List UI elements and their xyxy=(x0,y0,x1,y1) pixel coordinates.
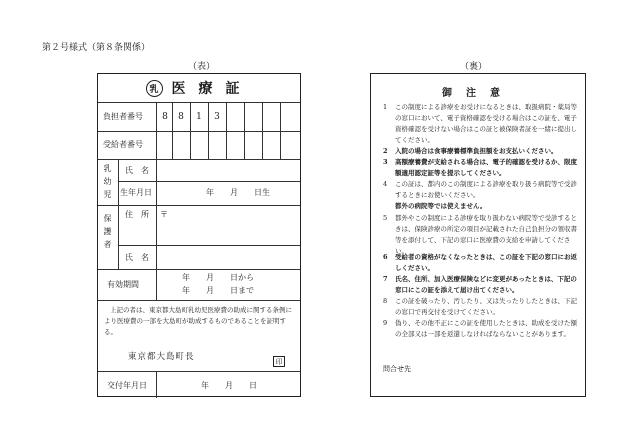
digit-divider xyxy=(262,103,263,131)
digit-divider xyxy=(280,103,281,131)
digit-divider xyxy=(280,131,281,159)
digit-divider xyxy=(190,131,191,159)
infant-seal-icon: 乳 xyxy=(146,80,163,97)
certification-notice: 上記の者は、東京都大島町乳幼児医療費の助成に関する条例により医療費の一部を大島町が助成するものであることを証明する。 xyxy=(104,306,292,336)
divider xyxy=(156,371,157,398)
validity-to: 年 月 日まで xyxy=(182,286,254,295)
certificate-title-row xyxy=(98,74,300,103)
item-text: 偽り、その他不正にこの証を使用したときは、助成を受けた額の全部又は一部を返還しなければならないことがあります。 xyxy=(395,319,577,338)
form-number: 第２号様式（第８条関係） xyxy=(42,43,151,53)
item-number: 1 xyxy=(383,103,388,111)
recipient-number-label: 受給者番号 xyxy=(103,140,143,149)
notice-item xyxy=(383,201,583,212)
notice-item xyxy=(383,102,583,146)
notice-title: 御注意 xyxy=(442,88,514,99)
postal-mark: 〒 xyxy=(160,210,168,219)
digit-divider xyxy=(244,131,245,159)
front-side-label: （表） xyxy=(188,62,216,72)
divider xyxy=(118,159,119,269)
item-text: 都外の病院等では使えません。 xyxy=(395,202,487,210)
insurer-digit: 8 xyxy=(178,112,184,122)
divider xyxy=(98,300,300,301)
divider xyxy=(118,181,300,182)
issue-date-label: 交付年月日 xyxy=(107,381,147,390)
item-number: 4 xyxy=(383,180,388,188)
divider xyxy=(98,205,300,206)
item-text: 氏名、住所、加入医療保険などに変更があったときは、下記の窓口にこの証を添えて届け出てください。 xyxy=(395,275,577,294)
item-text: この証は、都内のこの制度による診療を取り扱う病院等で受診するときにお使いください。 xyxy=(395,180,577,199)
divider xyxy=(98,371,300,372)
medical-certificate-front xyxy=(97,73,301,397)
item-number: 9 xyxy=(383,319,388,327)
notice-item xyxy=(383,157,583,179)
birth-date-label: 生年月日 xyxy=(120,188,152,197)
item-text: 入院の場合は食事療養標準負担額をお支払いください。 xyxy=(395,147,558,155)
validity-from: 年 月 日から xyxy=(182,273,254,282)
item-text: 都外やこの制度による診療を取り扱わない病院等で受診するときは、保険診療の所定の項目が記載された自己負担分の領収書等を添付して、下記の窓口に医療費の支給を申請してください。 xyxy=(395,214,577,255)
medical-certificate-back xyxy=(370,73,586,397)
item-number: 2 xyxy=(383,147,388,155)
certificate-title: 医療証 xyxy=(171,81,253,97)
divider xyxy=(98,269,300,270)
item-number: 6 xyxy=(383,253,388,261)
divider xyxy=(98,159,300,160)
digit-divider xyxy=(208,131,209,159)
validity-label: 有効期間 xyxy=(107,280,139,289)
insurer-digit: 3 xyxy=(214,112,220,122)
item-number: 8 xyxy=(383,297,388,305)
notice-item xyxy=(383,296,583,318)
divider xyxy=(98,131,300,132)
notice-item xyxy=(383,179,583,201)
infant-label: 乳幼児 xyxy=(103,164,112,203)
item-text: 受給者の資格がなくなったときは、この証を下記の窓口にお返しください。 xyxy=(395,253,577,272)
digit-divider xyxy=(172,131,173,159)
insurer-number-label: 負担者番号 xyxy=(103,112,143,121)
digit-divider xyxy=(262,131,263,159)
item-text: この制度による診療をお受けになるときは、取扱病院・薬局等の窓口において、電子資格確認を受ける場合はこの証を、電子資格確認を受けない場合はこの証と被保険者証を一緒に提出してください。 xyxy=(395,103,577,144)
guardian-name-label: 氏 名 xyxy=(125,253,149,262)
insurer-digit: 1 xyxy=(196,112,202,122)
notice-item xyxy=(383,252,583,274)
contact-label: 問合せ先 xyxy=(383,365,411,373)
digit-divider xyxy=(226,103,227,131)
item-text: この証を破ったり、汚したり、又は失ったりしたときは、下記の窓口で再交付を受けてください。 xyxy=(395,297,577,316)
issuer-name: 東京都大島町長 xyxy=(128,352,195,362)
digit-divider xyxy=(226,131,227,159)
official-stamp: 印 xyxy=(273,356,285,367)
issue-date-value: 年 月 日 xyxy=(201,381,257,390)
back-side-label: （裏） xyxy=(460,62,488,72)
notice-item xyxy=(383,274,583,296)
insurer-digit: 8 xyxy=(162,112,168,122)
item-text: 高額療養費が支給される場合は、電子的確認を受けるか、限度額適用認定証等を提示してください。 xyxy=(395,158,577,177)
guardian-label: 保護者 xyxy=(103,214,112,253)
infant-name-label: 氏 名 xyxy=(125,166,149,175)
digit-divider xyxy=(244,103,245,131)
divider xyxy=(118,245,300,246)
birth-date-value: 年 月 日生 xyxy=(206,188,270,197)
item-number: 5 xyxy=(383,214,388,222)
address-label: 住 所 xyxy=(125,210,149,219)
notice-item xyxy=(383,318,583,340)
divider xyxy=(156,159,157,300)
notice-item xyxy=(383,213,583,257)
item-number: 3 xyxy=(383,158,388,166)
item-number: 7 xyxy=(383,275,388,283)
notice-item xyxy=(383,146,583,157)
